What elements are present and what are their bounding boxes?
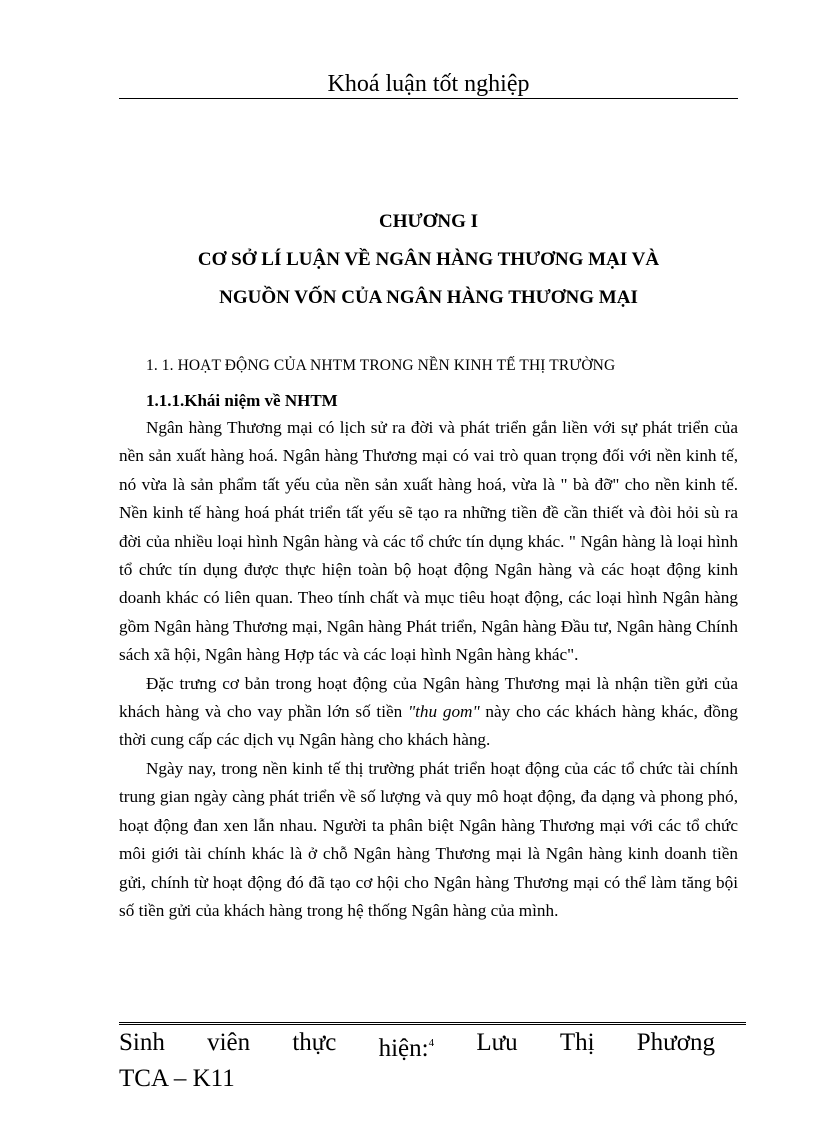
paragraph-2-end: này cho các khách hàng khác, đồng thời cung cấp các dịch vụ Ngân hàng cho khách hàng. <box>119 702 738 750</box>
chapter-title-line1: CƠ SỞ LÍ LUẬN VỀ NGÂN HÀNG THƯƠNG MẠI VÀ <box>197 249 660 270</box>
footer-word: viên <box>207 1029 251 1056</box>
paragraph-2 <box>119 670 738 755</box>
footer-word: Phương <box>636 1029 715 1056</box>
chapter-label: CHƯƠNG I <box>378 211 479 232</box>
chapter-title-line2: NGUỒN VỐN CỦA NGÂN HÀNG THƯƠNG MẠI <box>219 287 638 308</box>
footer-line-1 <box>119 1028 715 1064</box>
paragraph-2-start: Đặc trưng cơ bản trong hoạt động của Ngân hàng Thương mại là nhận tiền gửi của khách hàng và cho vay phần lớn số tiền <box>119 673 738 722</box>
paragraph-1: Ngân hàng Thương mại có lịch sử ra đời và phát triển gắn liền với sự phát triển của nền sản xuất hàng hoá. Ngân hàng Thương mại có vai trò quan trọng đối với nền kinh tế, nó vừa là sản phẩm tất yếu của nền sản xuất hàng hoá, vừa là " bà đỡ" cho nền kinh tế. Nền kinh tế hàng hoá phát triển tất yếu sẽ tạo ra những tiền đề cần thiết và đòi hỏi sù ra đời của nhiều loại hình Ngân hàng và các tổ chức tín dụng khác. " Ngân hàng là loại hình tổ chức tín dụng được thực hiện toàn bộ hoạt động Ngân hàng và các hoạt động kinh doanh khác có liên quan. Theo tính chất và mục tiêu hoạt động, các loại hình Ngân hàng gồm Ngân hàng Thương mại, Ngân hàng Phát triển, Ngân hàng Đầu tư, Ngân hàng Chính sách xã hội, Ngân hàng Hợp tác và các loại hình Ngân hàng khác". <box>119 418 738 665</box>
page-number: 4 <box>428 1037 435 1049</box>
page-header <box>119 70 738 99</box>
footer-divider <box>119 1022 746 1025</box>
footer-word: Thị <box>559 1029 595 1056</box>
footer-word <box>379 1028 435 1064</box>
footer-line-2: TCA – K11 <box>119 1065 235 1092</box>
section-heading: 1. 1. HOẠT ĐỘNG CỦA NHTM TRONG NỀN KINH TẾ THỊ TRƯỜNG <box>146 357 616 374</box>
footer-word: Lưu <box>476 1029 518 1056</box>
footer-word: thực <box>292 1029 337 1056</box>
header-title: Khoá luận tốt nghiệp <box>327 71 530 97</box>
subsection-heading: 1.1.1.Khái niệm về NHTM <box>146 391 338 410</box>
paragraph-2-italic: "thu gom" <box>407 702 480 722</box>
body-text <box>119 414 738 925</box>
footer-word: Sinh <box>119 1029 165 1056</box>
page-footer <box>119 1028 715 1094</box>
footer-label: hiện: <box>378 1035 429 1062</box>
paragraph-3: Ngày nay, trong nền kinh tế thị trường phát triển hoạt động của các tổ chức tài chính trung gian ngày càng phát triển về số lượng và quy mô hoạt động, đa dạng và phong phó, hoạt động đan xen lẫn nhau. Người ta phân biệt Ngân hàng Thương mại với các tổ chức môi giới tài chính khác là ở chỗ Ngân hàng Thương mại là Ngân hàng kinh doanh tiền gửi, chính từ hoạt động đó đã tạo cơ hội cho Ngân hàng Thương mại có thể làm tăng bội số tiền gửi của khách hàng trong hệ thống Ngân hàng của mình. <box>119 758 738 920</box>
